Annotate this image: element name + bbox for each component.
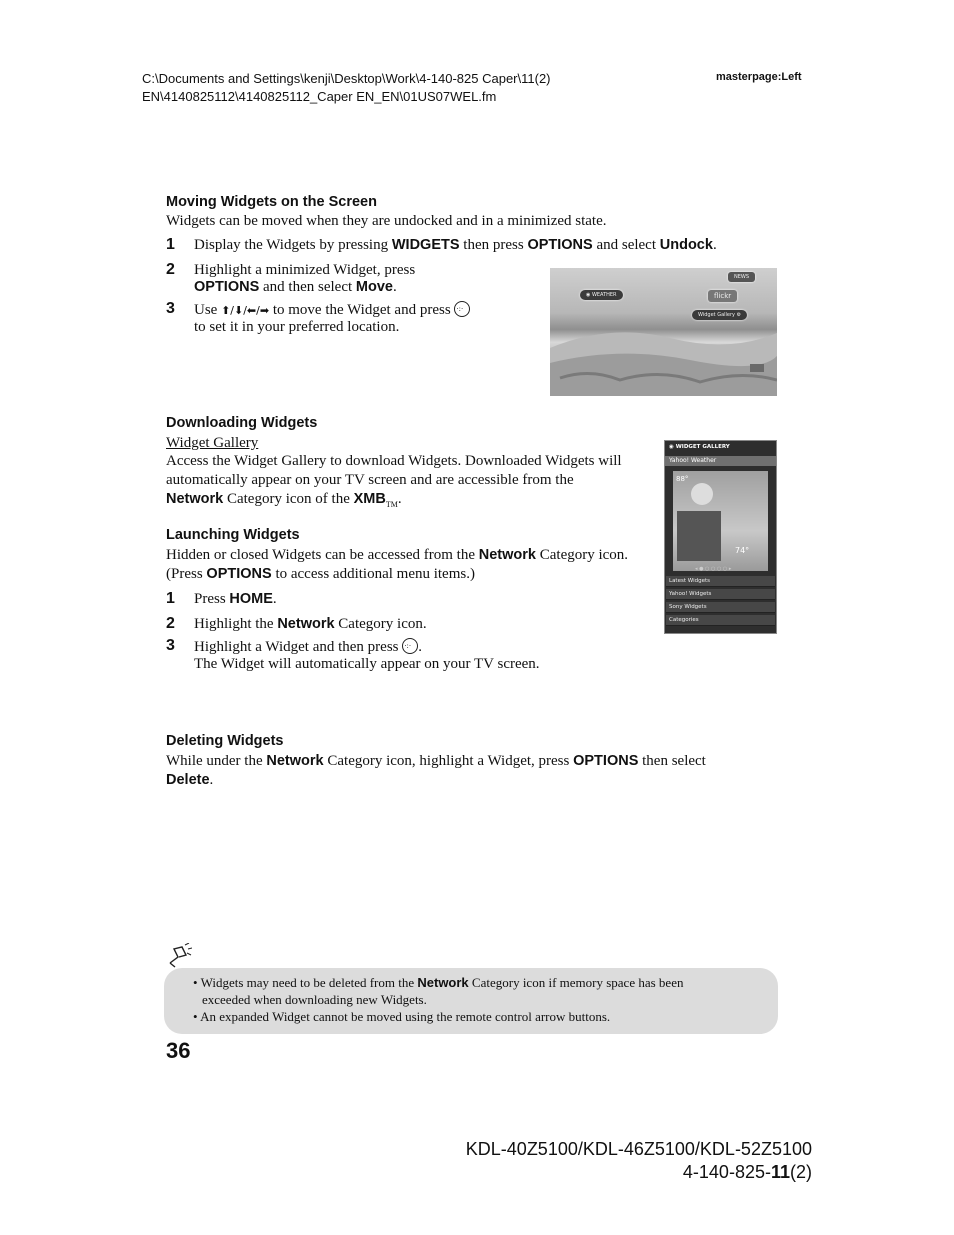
model-info: [466, 1138, 812, 1184]
tv-widgets-screenshot: [550, 268, 777, 396]
menu-yahoo-widgets: Yahoo! Widgets: [666, 589, 775, 600]
deleting-paragraph: [166, 752, 706, 790]
text: automatically appear on your TV screen and are accessible from the: [166, 472, 574, 488]
flickr-widget: [708, 290, 737, 302]
news-widget: [728, 272, 755, 282]
text: Widgets may need to be deleted from the: [200, 975, 418, 990]
page-number: 36: [166, 1038, 191, 1063]
text: to move the Widget and press: [269, 302, 455, 318]
note-2: [193, 1008, 610, 1025]
text: Press: [194, 591, 230, 607]
menu-latest-widgets: Latest Widgets: [666, 576, 775, 587]
weather-widget: ◉ WEATHER: [580, 290, 623, 300]
sun-icon: [691, 483, 713, 505]
forecast-list: [677, 511, 721, 561]
key-options: OPTIONS: [573, 753, 639, 769]
moving-heading: Moving Widgets on the Screen: [166, 194, 377, 210]
text: Category icon.: [334, 616, 427, 632]
text: .: [418, 639, 422, 655]
launching-step3: [194, 638, 540, 673]
text: Highlight a minimized Widget, press: [194, 262, 416, 278]
key-delete: Delete: [166, 772, 210, 788]
text: .: [397, 491, 402, 507]
key-options: OPTIONS: [206, 566, 272, 582]
text: and select: [592, 237, 660, 253]
launching-paragraph: [166, 546, 628, 584]
downloading-paragraph: [166, 452, 622, 514]
gallery-title-text: WIDGET GALLERY: [675, 444, 730, 450]
trademark: TM: [385, 500, 398, 509]
text: .: [209, 772, 214, 788]
text: to access additional menu items.): [271, 566, 475, 582]
moving-step2-number: 2: [166, 261, 175, 278]
text: to set it in your preferred location.: [194, 319, 400, 335]
widget-gallery-widget: Widget Gallery ⚙: [692, 310, 747, 320]
key-network: Network: [277, 616, 335, 632]
deleting-heading: Deleting Widgets: [166, 733, 284, 749]
text: Category icon if memory space has been: [468, 975, 684, 990]
enter-button-icon: [454, 301, 470, 317]
key-move: Move: [355, 279, 393, 295]
file-path-header: [142, 70, 551, 106]
text: Use: [194, 302, 222, 318]
key-options: OPTIONS: [194, 279, 260, 295]
key-network: Network: [166, 491, 224, 507]
moving-step2: [194, 262, 415, 296]
text: exceeded when downloading new Widgets.: [202, 992, 427, 1007]
gallery-widget-name: Yahoo! Weather: [665, 456, 776, 466]
widget-gallery-subheading: Widget Gallery: [166, 435, 259, 451]
text: Display the Widgets by pressing: [194, 237, 392, 253]
key-network: Network: [266, 753, 324, 769]
flickr-label: flickr: [714, 292, 732, 300]
weather-preview-panel: [673, 471, 768, 571]
text: Category icon, highlight a Widget, press: [323, 753, 574, 769]
text: Category icon.: [535, 547, 629, 563]
text: Hidden or closed Widgets can be accessed from the: [166, 547, 479, 563]
text: (2): [790, 1162, 812, 1182]
document-code: [466, 1161, 812, 1184]
text: and then select: [259, 279, 356, 295]
beach-scene: [550, 268, 777, 396]
launching-step2-number: 2: [166, 615, 175, 632]
weather-label: WEATHER: [591, 292, 617, 298]
file-path-line1: C:\Documents and Settings\kenji\Desktop\Work\4-140-825 Caper\11(2): [142, 71, 551, 86]
downloading-heading: Downloading Widgets: [166, 415, 318, 431]
tip-lamp-icon: [166, 943, 192, 969]
key-home: HOME: [229, 591, 273, 607]
text: Highlight the: [194, 616, 278, 632]
key-undock: Undock: [659, 237, 713, 253]
text: The Widget will automatically appear on your TV screen.: [194, 656, 540, 672]
text: An expanded Widget cannot be moved using the remote control arrow buttons.: [200, 1009, 611, 1024]
moving-step1-number: 1: [166, 236, 175, 253]
gallery-title: ◉ WIDGET GALLERY: [669, 444, 730, 450]
key-network: Network: [417, 975, 469, 990]
text: .: [392, 279, 397, 295]
temp-low: 74°: [735, 546, 750, 555]
masterpage-label: masterpage:Left: [716, 71, 802, 83]
menu-categories: Categories: [666, 615, 775, 626]
text: .: [272, 591, 277, 607]
text: Access the Widget Gallery to download Widgets. Downloaded Widgets will: [166, 453, 622, 469]
news-label: NEWS: [734, 274, 750, 280]
text: While under the: [166, 753, 267, 769]
text: 4-140-825-: [682, 1162, 771, 1182]
text: then press: [459, 237, 528, 253]
text: Highlight a Widget and then press: [194, 639, 403, 655]
moving-intro: Widgets can be moved when they are undocked and in a minimized state.: [166, 213, 607, 229]
arrow-keys-icon: ⬆/⬇/⬅/➡: [221, 304, 270, 317]
widget-gallery-screenshot: [664, 440, 777, 634]
key-options: OPTIONS: [527, 237, 593, 253]
model-numbers: KDL-40Z5100/KDL-46Z5100/KDL-52Z5100: [465, 1139, 812, 1159]
text: then select: [638, 753, 706, 769]
launching-heading: Launching Widgets: [166, 527, 300, 543]
moving-step3: [194, 301, 470, 336]
key-xmb: XMB: [353, 491, 386, 507]
launching-step1-number: 1: [166, 590, 175, 607]
launching-step1: [194, 591, 277, 608]
note-1: [193, 974, 683, 1008]
text: 11: [770, 1162, 790, 1182]
key-widgets: WIDGETS: [391, 237, 460, 253]
text: .: [712, 237, 717, 253]
menu-sony-widgets: Sony Widgets: [666, 602, 775, 613]
file-path-line2: EN\4140825112\4140825112_Caper EN_EN\01US07WEL.fm: [142, 89, 497, 104]
launching-step3-number: 3: [166, 637, 175, 654]
launching-step2: [194, 616, 427, 633]
text: (Press: [166, 566, 207, 582]
bullet: •: [193, 1009, 198, 1024]
pager-dots: ◂ ● ○ ○ ○ ○ ▸: [695, 566, 732, 572]
temp-high: 88°: [676, 475, 689, 483]
enter-button-icon: [402, 638, 418, 654]
gallery-label: Widget Gallery: [698, 312, 736, 318]
moving-step3-number: 3: [166, 300, 175, 317]
bullet: •: [193, 975, 198, 990]
text: Category icon of the: [223, 491, 354, 507]
key-network: Network: [478, 547, 536, 563]
moving-step1: [194, 237, 717, 254]
